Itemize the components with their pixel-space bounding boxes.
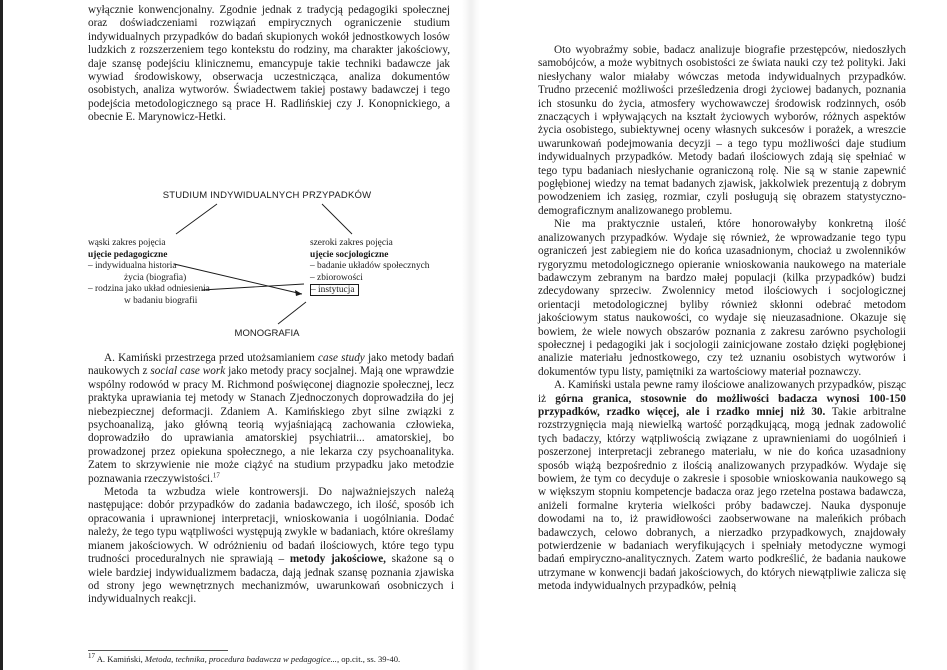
left-main-text bbox=[88, 352, 454, 607]
left-item-1: – indywidualna historia bbox=[88, 261, 177, 272]
case-study-diagram bbox=[82, 190, 452, 340]
arrow-to-monografia bbox=[278, 302, 306, 324]
kaminski-limits-paragraph bbox=[538, 379, 906, 594]
arrow-to-left-branch bbox=[176, 204, 217, 234]
text-run: Metoda ta wzbudza wiele kontrowersji. Do najważniejszych należą następujące: dobór przypadków do zadania badawczego, ich ilość, sposób ich opracowania i uprawnionej interpretacji, wnioskowania i uogólniania. Dodać należy, że tego typu wątpliwości występują zwykle w badaniach, które określamy mianem jakościowych. W odróżnieniu od badań ilościowych, które tego typu trudności proceduralnych nie sprawiają – bbox=[88, 486, 454, 566]
left-page bbox=[0, 0, 470, 670]
text-run: A. Kamiński przestrzega przed utożsamianiem bbox=[104, 352, 319, 364]
right-item-3-boxed: – instytucja bbox=[310, 284, 359, 296]
italic-social-case-work: social case work bbox=[150, 365, 226, 378]
left-item-2: – rodzina jako układ odniesienia bbox=[88, 284, 210, 295]
footnote bbox=[88, 654, 458, 664]
footnote-number: 17 bbox=[88, 652, 95, 661]
footnote-title: Metoda, technika, procedura badawcza w pedagogice... bbox=[144, 654, 337, 664]
diagram-left-branch bbox=[88, 238, 268, 308]
kaminski-paragraph bbox=[88, 352, 454, 486]
right-item-2: – zbiorowości bbox=[310, 272, 363, 283]
arrow-to-right-branch bbox=[322, 204, 352, 234]
text-run: A. Kamiński ustala pewne ramy ilościowe analizowanych przypadków, pisząc iż bbox=[538, 379, 906, 405]
controversy-paragraph bbox=[88, 486, 454, 607]
bold-run: metody jakościowe, bbox=[289, 553, 386, 566]
right-item-1: – badanie układów społecznych bbox=[310, 261, 430, 272]
diagram-bottom-label: MONOGRAFIA bbox=[234, 328, 300, 339]
footnote-author: A. Kamiński, bbox=[96, 654, 145, 664]
left-scope-label: wąski zakres pojęcia bbox=[88, 238, 166, 248]
diagram-right-branch bbox=[310, 238, 460, 297]
intro-paragraph: wyłącznie konwencjonalny. Zgodnie jednak z tradycją pedagogiki społecznej oraz doświadczeniami rozwiązań empirycznych ograniczenie studium indywidualnych przypadków do badań skupionych wokół jednostkowych losów ludzkich z rozszerzeniem tego kontekstu do rodziny, ma charakter jakościowy, daje szansę podejściu klinicznemu, emancypuje takie techniki badawcze jak wywiad środowiskowy, obserwacja uczestnicząca, analiza dokumentów osobistych, analiza wytworów. Świadectwem takiej postawy badawczej i tego podejścia metodologicznego są prace H. Radlińskiej czy J. Konopnickiego, a obecnie E. Marynowicz-Hetki. bbox=[88, 4, 450, 124]
right-page bbox=[470, 0, 947, 670]
right-main-text bbox=[538, 44, 906, 594]
text-run: Takie arbitralne rozstrzygnięcia mają niewielką wartość porządkującą, mogą jednak zadowolić tych badaczy, którzy wątpliwością związane z uprawnieniami do uogólnień i poszerzonej interpretacji zebranego materiału, w nie do końca uzasadniony sposób wiążą bezpośrednio z ilością analizowanych przypadków. Wydaje się bowiem, że tym co decyduje o zakresie i sposobie wnioskowania naukowego są w większym stopniu kompetencje badacza oraz jego rzetelna postawa badawcza, aniżeli formalne kryteria wielkości próby badawczej. Nauka dysponuje dowodami na to, iż prawidłowości zaobserwowane na maleńkich próbach badawczych, celowo dobranych, a nierzadko przypadkowych, znajdowały potwierdzenie w badaniach weryfikujących i spełniały metodyczne wymogi badań empiryczno-analitycznych. Zatem warto podkreślić, że badania naukowe utrzymane w konwencji badań jakościowych, do których niewątpliwie zalicza się metoda indywidualnych przypadków, pełnią bbox=[538, 405, 906, 593]
biography-paragraph: Oto wyobraźmy sobie, badacz analizuje biografie przestępców, niedoszłych samobójców, a może wybitnych osobistości ze świata nauki czy też polityki. Jaki niesłychany walor miałaby wówczas metoda indywidualnych przypadków. Trudno przecenić możliwości prześledzenia drogi życiowej badanych, poznania ich stosunku do życia, atmosfery wychowawczej środowisk rodzinnych, osób znaczących i wpływających na kształt życiowych wyborów, różnych aspektów życia osobistego, subiektywnej oceny własnych sukcesów i porażek, a wreszcie uwarunkowań podejmowania decyzji – a tego typu możliwości daje studium indywidualnych przypadków. Metody badań ilościowych zdają się spełniać w tego typu badaniach niesłychanie ograniczoną rolę. Nie są w stanie zapewnić pogłębionej wiedzy na temat badanych zjawisk, jakkolwiek prezentują z dobrym powodzeniem ich zasięg, rozmiar, czyli posługują się obrazem statystyczno-demograficznym analizowanego problemu. bbox=[538, 44, 906, 217]
arrowhead-instytucja bbox=[295, 290, 302, 296]
text-run: jako metody pracy socjalnej. Mają one wprawdzie wspólny rodowód w pracy M. Richmond poświęconej diagnozie społecznej, lecz praktyka uprawiania tej metody w Stanach Zjednoczonych doprowadziła do jej niebezpiecznej deformacji. Zdaniem A. Kamińskiego zbyt silne związki z psychoanalizą, jako główną teorią wyjaśniającą zachowania człowieka, doprowadziło do uprawiania amatorskiej psychiatrii... amatorskiej, bo prowadzonej przez opiekuna społecznego, a nie lekarza czy psychoanalityka. Zatem to skrzywienie nie może ciążyć na studium przypadku jako metodzie poznawania rzeczywistości. bbox=[88, 365, 454, 485]
diagram-title: STUDIUM INDYWIDUALNYCH PRZYPADKÓW bbox=[162, 190, 372, 201]
text-run: skażone są o wiele bardziej indywidualizmem badacza, dają jednak szansę poznania zjawiska od strony jego wewnętrznych mechanizmów, uwarunkowań osobniczych i indywidualnych reakcji. bbox=[88, 553, 455, 606]
sample-size-paragraph: Nie ma praktycznie ustaleń, które honorowałyby konkretną ilość analizowanych przypadków. Wydaje się również, że wprowadzanie tego typu ograniczeń jest zabiegiem nie do końca uzasadnionym, chociaż u zwolenników rygoryzmu metodologicznego opieranie wnioskowania naukowego na materiale badawczym zebranym na bardzo małej populacji (kilka przypadków) budzi zdecydowany sprzeciw. Zwolennicy metod ilościowych i socjologicznej orientacji metodologicznej byliby również skłonni odebrać metodom jakościowym status naukowości, co wydaje się nieuzasadnione. Okazuje się bowiem, że wiele nowych obszarów poznania z zakresu zarówno psychologii społecznej i pedagogiki jak i socjologii zainicjowane zostało dzięki pogłębionej analizie materiału jednostkowego, czy też uznaniu osobistych wytworów i dokumentów typu listy, pamiętniki za wartościowy materiał poznawczy. bbox=[538, 218, 906, 378]
footnote-reference: 17 bbox=[212, 470, 220, 479]
left-item-2-cont: w badaniu biografii bbox=[124, 295, 198, 306]
bold-run: górna granica, stosownie do możliwości badacza wynosi 100-150 przypadków, rzadko więcej, ale i rzadko mniej niż 30. bbox=[538, 392, 906, 418]
footnote-rest: , op.cit., ss. 39-40. bbox=[336, 654, 401, 664]
right-heading: ujęcie socjologiczne bbox=[310, 249, 389, 260]
left-heading: ujęcie pedagogiczne bbox=[88, 249, 168, 260]
right-scope-label: szeroki zakres pojęcia bbox=[310, 238, 393, 248]
italic-case-study: case study bbox=[318, 352, 365, 364]
text-run: jako metody badań naukowych z bbox=[88, 352, 455, 378]
left-intro-text bbox=[88, 4, 450, 125]
footnote-divider bbox=[88, 650, 228, 651]
scan-edge bbox=[0, 0, 3, 670]
left-item-1-cont: życia (biografia) bbox=[124, 272, 187, 283]
